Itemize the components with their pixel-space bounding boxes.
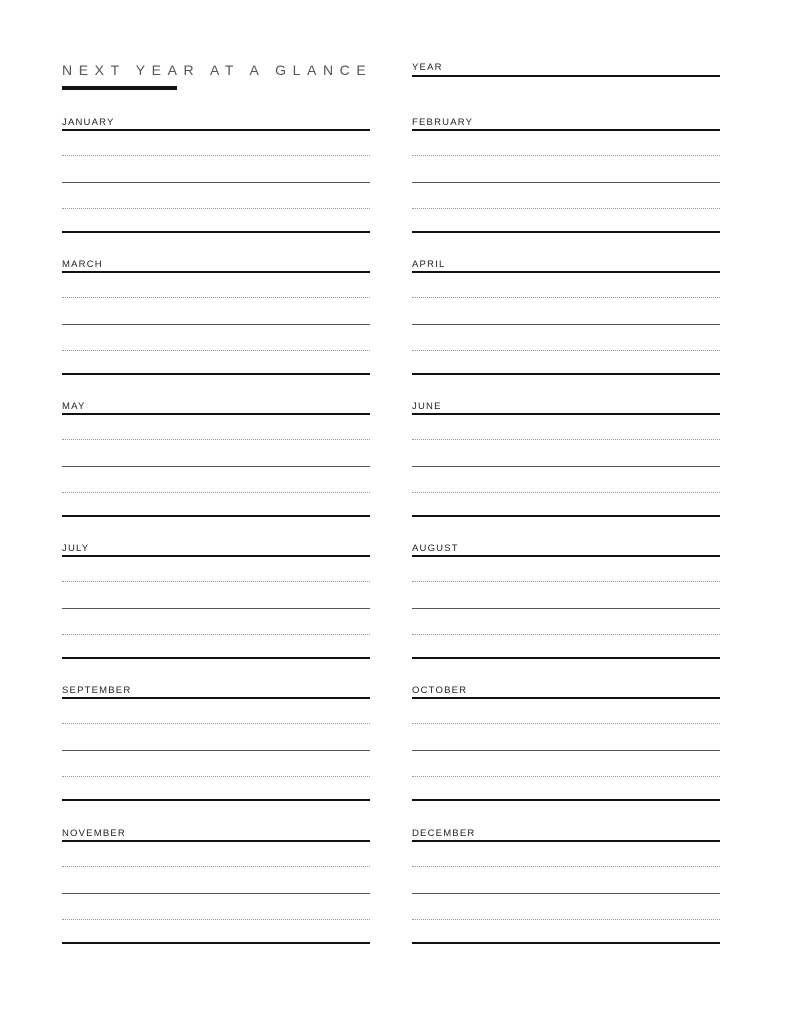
month-block-august[interactable] <box>412 543 720 659</box>
month-bottom-line <box>62 231 370 233</box>
month-block-july[interactable] <box>62 543 370 659</box>
month-block-september[interactable] <box>62 685 370 801</box>
month-block-november[interactable] <box>62 828 370 944</box>
month-block-march[interactable] <box>62 259 370 375</box>
month-block-december[interactable] <box>412 828 720 944</box>
month-block-february[interactable] <box>412 117 720 233</box>
month-bottom-line <box>412 515 720 517</box>
page-title: NEXT YEAR AT A GLANCE <box>62 62 373 78</box>
month-block-april[interactable] <box>412 259 720 375</box>
month-label: JULY <box>62 543 90 554</box>
month-label: MAY <box>62 401 86 412</box>
month-bottom-line <box>62 942 370 944</box>
month-block-january[interactable] <box>62 117 370 233</box>
month-block-october[interactable] <box>412 685 720 801</box>
month-bottom-line <box>62 799 370 801</box>
month-label: MARCH <box>62 259 103 270</box>
month-bottom-line <box>412 799 720 801</box>
month-label: NOVEMBER <box>62 828 126 839</box>
month-bottom-line <box>412 231 720 233</box>
month-bottom-line <box>62 657 370 659</box>
month-label: OCTOBER <box>412 685 468 696</box>
month-bottom-line <box>412 373 720 375</box>
month-block-june[interactable] <box>412 401 720 517</box>
month-bottom-line <box>412 657 720 659</box>
month-block-may[interactable] <box>62 401 370 517</box>
month-bottom-line <box>412 942 720 944</box>
month-label: APRIL <box>412 259 446 270</box>
month-label: JANUARY <box>62 117 115 128</box>
year-field[interactable] <box>412 62 720 77</box>
month-bottom-line <box>62 373 370 375</box>
month-label: AUGUST <box>412 543 459 554</box>
title-underline <box>62 86 177 90</box>
month-label: DECEMBER <box>412 828 476 839</box>
month-bottom-line <box>62 515 370 517</box>
month-label: JUNE <box>412 401 442 412</box>
month-label: FEBRUARY <box>412 117 474 128</box>
year-line <box>412 75 720 77</box>
year-label: YEAR <box>412 62 443 73</box>
month-label: SEPTEMBER <box>62 685 132 696</box>
